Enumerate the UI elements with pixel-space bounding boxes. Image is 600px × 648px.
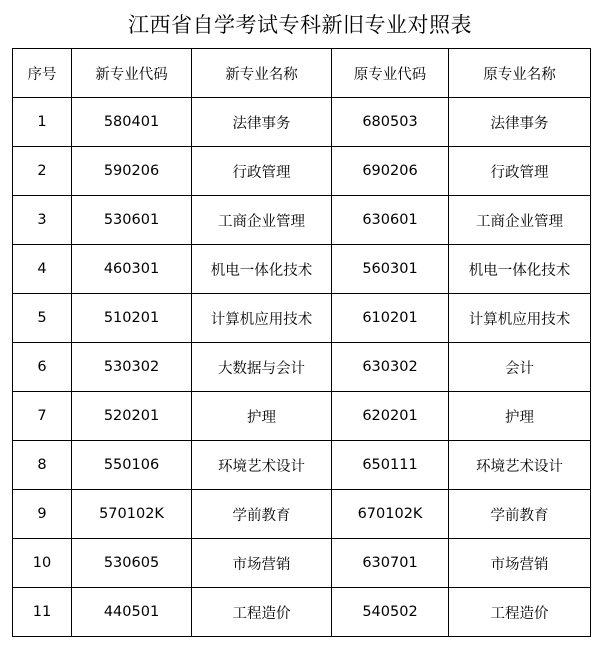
cell-old-code: 540502 [332,588,449,637]
table-row [13,294,591,343]
cell-old-name: 工程造价 [449,588,591,637]
cell-old-name: 法律事务 [449,98,591,147]
cell-new-code: 530601 [72,196,192,245]
cell-new-code: 510201 [72,294,192,343]
cell-old-name: 行政管理 [449,147,591,196]
cell-new-name: 工商企业管理 [192,196,332,245]
cell-new-code: 460301 [72,245,192,294]
table-row [13,588,591,637]
header-old-name: 原专业名称 [449,49,591,98]
cell-new-code: 440501 [72,588,192,637]
table-row [13,392,591,441]
cell-new-name: 行政管理 [192,147,332,196]
cell-new-name: 工程造价 [192,588,332,637]
table-row [13,147,591,196]
table-row [13,98,591,147]
cell-new-code: 530605 [72,539,192,588]
cell-old-code: 560301 [332,245,449,294]
cell-old-code: 620201 [332,392,449,441]
cell-serial: 11 [13,588,72,637]
header-old-code: 原专业代码 [332,49,449,98]
cell-new-code: 570102K [72,490,192,539]
cell-new-code: 590206 [72,147,192,196]
major-comparison-table [12,48,591,637]
cell-serial: 8 [13,441,72,490]
cell-old-code: 670102K [332,490,449,539]
table-row [13,441,591,490]
cell-serial: 10 [13,539,72,588]
cell-new-name: 计算机应用技术 [192,294,332,343]
cell-old-code: 650111 [332,441,449,490]
cell-serial: 5 [13,294,72,343]
header-serial: 序号 [13,49,72,98]
header-new-name: 新专业名称 [192,49,332,98]
cell-new-code: 580401 [72,98,192,147]
cell-new-name: 环境艺术设计 [192,441,332,490]
cell-new-name: 护理 [192,392,332,441]
header-new-code: 新专业代码 [72,49,192,98]
cell-new-code: 530302 [72,343,192,392]
cell-serial: 1 [13,98,72,147]
table-body [13,98,591,637]
cell-old-name: 会计 [449,343,591,392]
cell-old-name: 市场营销 [449,539,591,588]
cell-old-name: 机电一体化技术 [449,245,591,294]
cell-old-code: 630302 [332,343,449,392]
cell-new-name: 大数据与会计 [192,343,332,392]
cell-new-name: 法律事务 [192,98,332,147]
table-row [13,539,591,588]
cell-old-name: 计算机应用技术 [449,294,591,343]
table-row [13,196,591,245]
cell-old-code: 630601 [332,196,449,245]
cell-serial: 2 [13,147,72,196]
cell-serial: 3 [13,196,72,245]
cell-old-name: 学前教育 [449,490,591,539]
cell-serial: 9 [13,490,72,539]
cell-old-name: 护理 [449,392,591,441]
page-title: 江西省自学考试专科新旧专业对照表 [128,13,472,37]
cell-new-name: 机电一体化技术 [192,245,332,294]
table-header-row [13,49,591,98]
cell-old-code: 630701 [332,539,449,588]
cell-old-code: 610201 [332,294,449,343]
cell-new-name: 学前教育 [192,490,332,539]
table-row [13,343,591,392]
table-row [13,245,591,294]
cell-serial: 6 [13,343,72,392]
cell-new-name: 市场营销 [192,539,332,588]
cell-old-code: 690206 [332,147,449,196]
cell-serial: 7 [13,392,72,441]
cell-new-code: 520201 [72,392,192,441]
cell-old-code: 680503 [332,98,449,147]
cell-new-code: 550106 [72,441,192,490]
table-row [13,490,591,539]
cell-old-name: 工商企业管理 [449,196,591,245]
cell-serial: 4 [13,245,72,294]
cell-old-name: 环境艺术设计 [449,441,591,490]
